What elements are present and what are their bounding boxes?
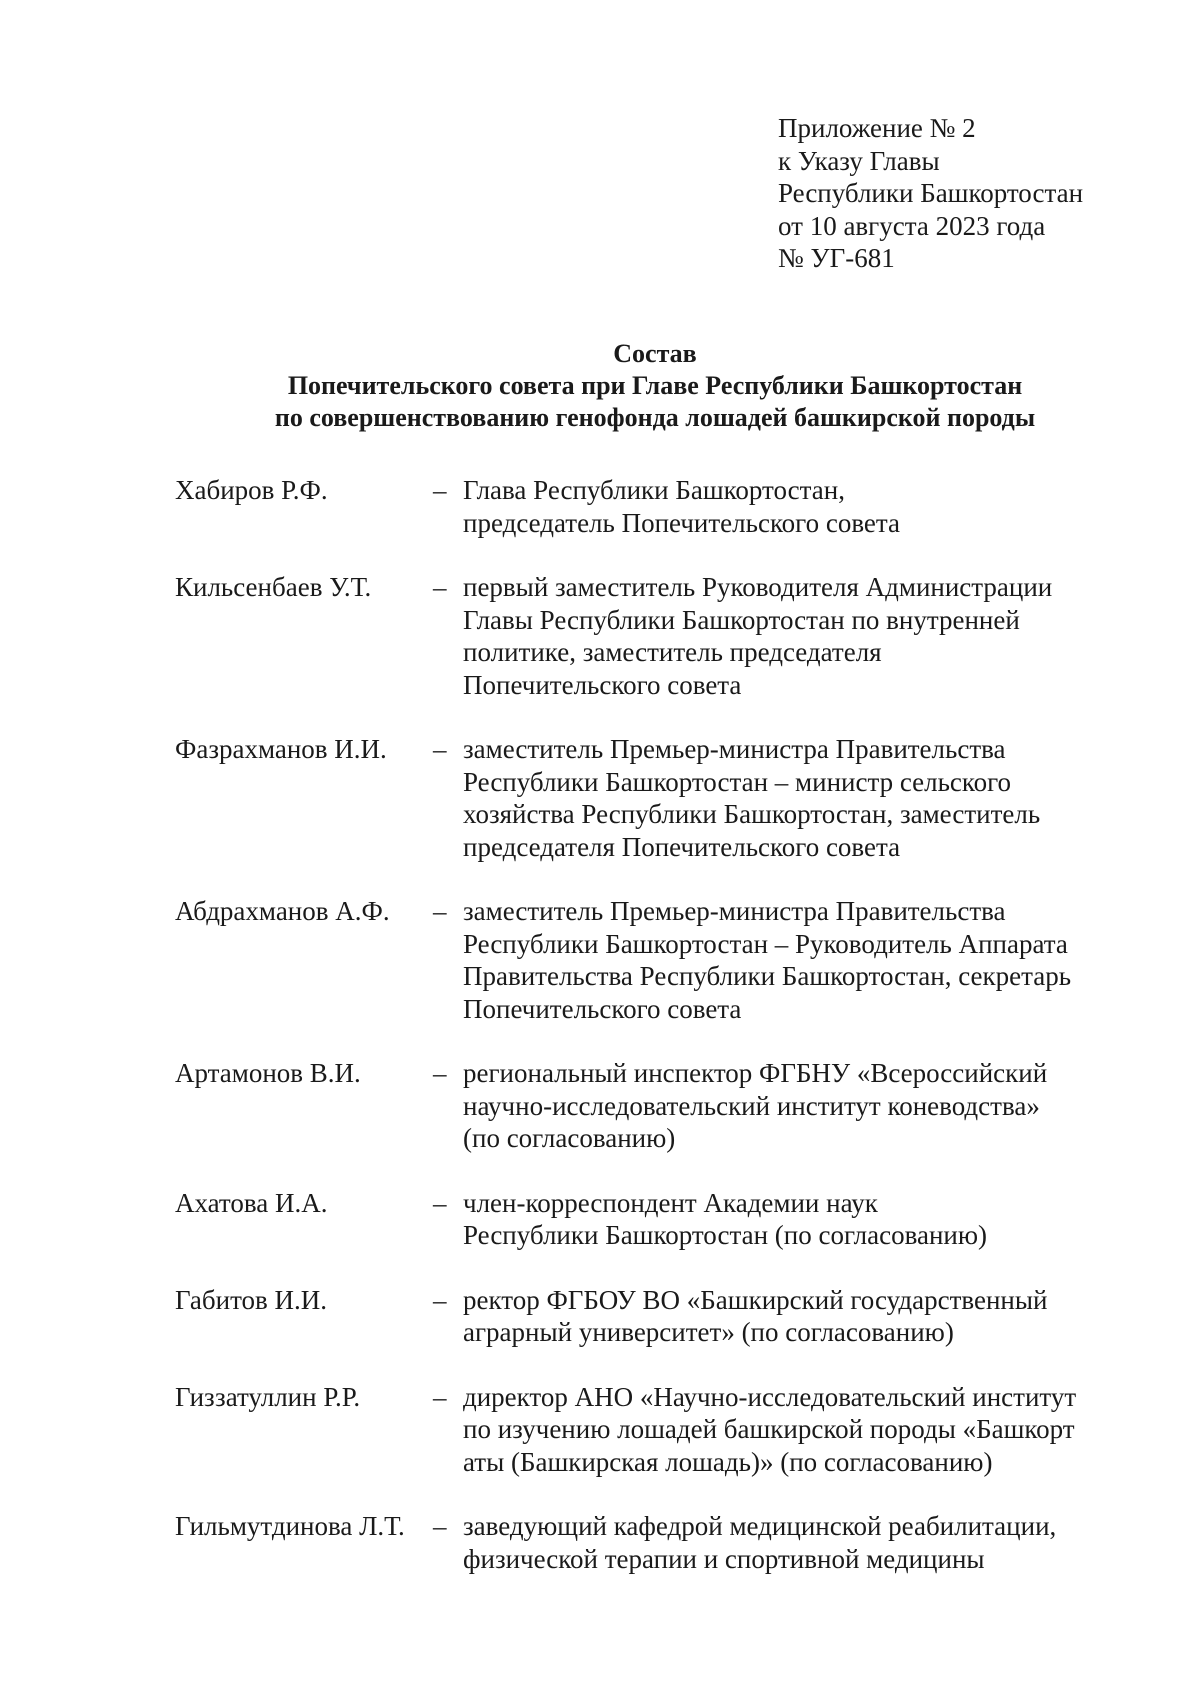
role-line: научно-исследовательский институт коневодства» [463, 1090, 1040, 1121]
member-name: Абдрахманов А.Ф. [175, 896, 390, 926]
role-line: Республики Башкортостан – Руководитель Аппарата [463, 928, 1068, 959]
role-line: первый заместитель Руководителя Администрации [463, 572, 1053, 602]
appendix-header [778, 112, 1083, 275]
role-line: член-корреспондент Академии наук [463, 1187, 878, 1218]
role-line: Республики Башкортостан (по согласованию) [463, 1220, 988, 1250]
member-row [175, 1187, 1125, 1252]
member-dash: – [433, 475, 447, 505]
appendix-line: к Указу Главы [778, 145, 940, 176]
role-line: заместитель Премьер-министра Правительства [463, 734, 1006, 764]
role-line: ректор ФГБОУ ВО «Башкирский государственный [463, 1284, 1048, 1315]
role-line: Республики Башкортостан – министр сельского [463, 766, 1012, 797]
member-name: Гиззатуллин Р.Р. [175, 1381, 361, 1412]
member-role [463, 1510, 1125, 1575]
appendix-line: Приложение № 2 [778, 113, 976, 143]
member-row [175, 474, 1125, 539]
member-role [463, 571, 1125, 701]
member-row [175, 733, 1125, 863]
member-name: Хабиров Р.Ф. [175, 475, 328, 505]
role-line: директор АНО «Научно-исследовательский институт [463, 1381, 1077, 1412]
title-line: Попечительского совета при Главе Республики Башкортостан [287, 371, 1023, 400]
role-line: хозяйства Республики Башкортостан, заместитель [463, 799, 1041, 829]
member-role [463, 1057, 1125, 1155]
member-name: Габитов И.И. [175, 1284, 328, 1315]
role-line: председателя Попечительского совета [463, 831, 901, 862]
member-row [175, 1510, 1125, 1575]
member-name: Фазрахманов И.И. [175, 734, 387, 764]
member-dash: – [433, 572, 447, 602]
member-row [175, 1057, 1125, 1155]
role-line: Попечительского совета [463, 669, 742, 700]
document-title [0, 338, 1200, 434]
appendix-line: от 10 августа 2023 года [778, 210, 1046, 241]
member-dash: – [433, 734, 447, 764]
member-dash: – [433, 1511, 447, 1541]
role-line: (по согласованию) [463, 1123, 676, 1153]
member-name: Кильсенбаев У.Т. [175, 572, 372, 602]
member-dash: – [433, 1284, 447, 1315]
role-line: политике, заместитель председателя [463, 637, 882, 667]
role-line: физической терапии и спортивной медицины [463, 1543, 985, 1574]
role-line: Глава Республики Башкортостан, [463, 475, 845, 505]
role-line: Главы Республики Башкортостан по внутренней [463, 604, 1020, 635]
member-role [463, 733, 1125, 863]
role-line: аты (Башкирская лошадь)» (по согласованию) [463, 1446, 993, 1477]
member-role [463, 1284, 1125, 1349]
role-line: председатель Попечительского совета [463, 507, 901, 538]
role-line: по изучению лошадей башкирской породы «Башкорт [463, 1414, 1075, 1444]
appendix-line: Республики Башкортостан [778, 178, 1084, 208]
member-row [175, 1284, 1125, 1349]
member-row [175, 571, 1125, 701]
member-row [175, 1381, 1125, 1479]
role-line: региональный инспектор ФГБНУ «Всероссийский [463, 1058, 1048, 1088]
role-line: Попечительского совета [463, 993, 742, 1024]
member-name: Гильмутдинова Л.Т. [175, 1511, 405, 1541]
member-dash: – [433, 1058, 447, 1088]
member-role [463, 1381, 1125, 1479]
title-line: по совершенствованию генофонда лошадей башкирской породы [274, 403, 1036, 432]
title-line: Состав [613, 339, 697, 368]
member-role [463, 895, 1125, 1025]
members-list [175, 474, 1125, 1575]
member-dash: – [433, 1187, 447, 1218]
member-dash: – [433, 896, 447, 926]
appendix-line: № УГ-681 [778, 243, 895, 273]
role-line: заведующий кафедрой медицинской реабилитации, [463, 1511, 1057, 1541]
role-line: Правительства Республики Башкортостан, секретарь [463, 961, 1072, 991]
member-row [175, 895, 1125, 1025]
member-role [463, 1187, 1125, 1252]
role-line: аграрный университет» (по согласованию) [463, 1317, 954, 1347]
member-name: Артамонов В.И. [175, 1058, 361, 1088]
role-line: заместитель Премьер-министра Правительства [463, 896, 1006, 926]
member-role [463, 474, 1125, 539]
member-dash: – [433, 1381, 447, 1412]
member-name: Ахатова И.А. [175, 1187, 328, 1218]
